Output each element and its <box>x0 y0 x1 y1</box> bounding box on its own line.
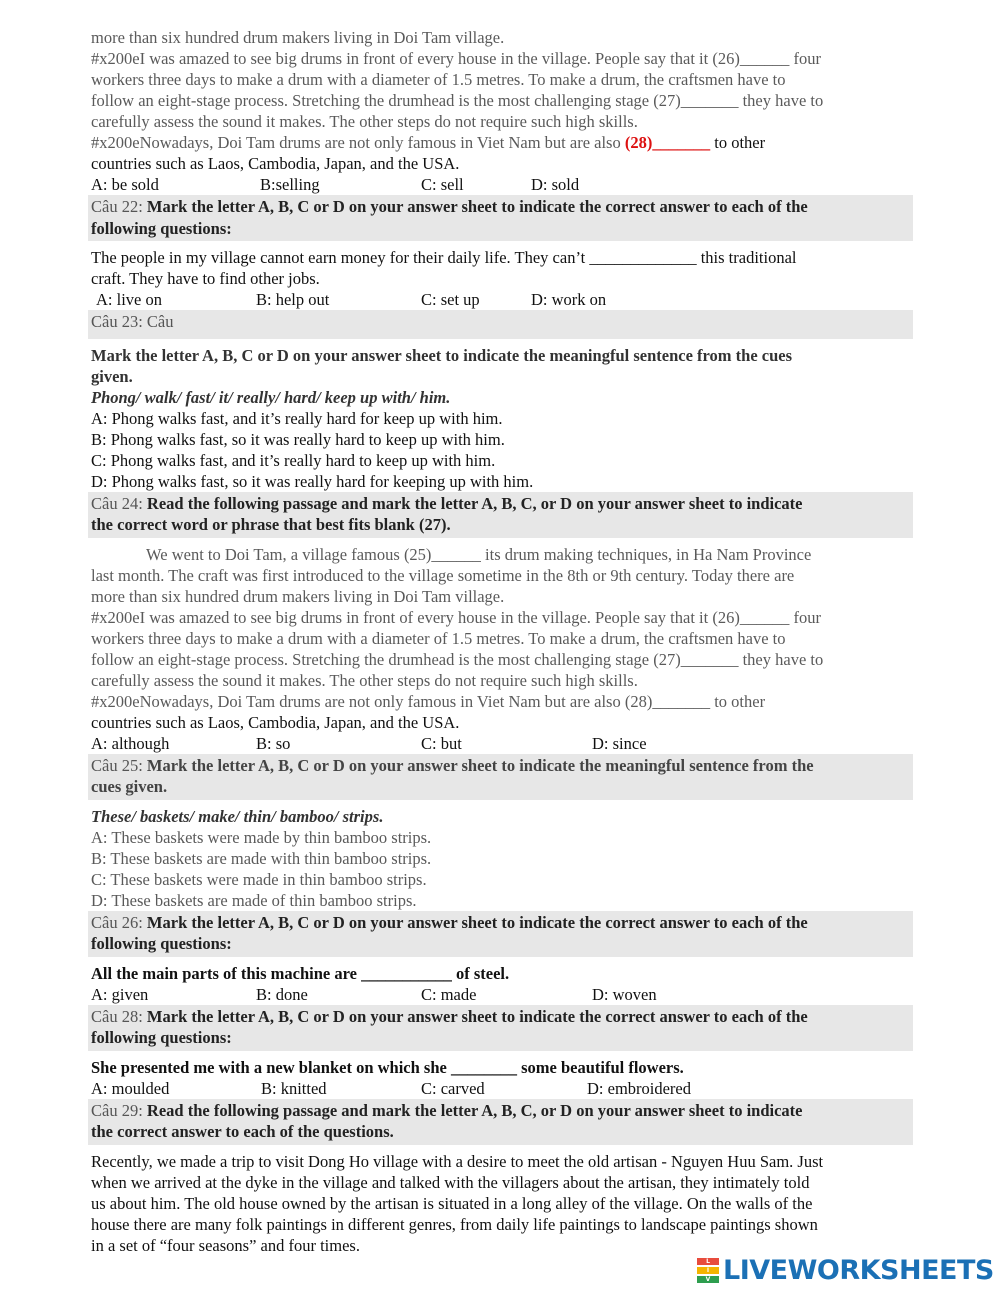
passage-line: #x200eNowadays, Doi Tam drums are not only famous in Viet Nam but are also (28)_______ to other <box>91 133 766 152</box>
answer-options <box>91 1078 913 1099</box>
option-d[interactable]: D: work on <box>531 290 607 309</box>
passage-line: countries such as Laos, Cambodia, Japan, and the USA. <box>91 154 460 173</box>
question-header-26: Câu 26: Mark the letter A, B, C or D on your answer sheet to indicate the correct answer to each of the following questions: <box>88 911 913 957</box>
question-header-22: Câu 22: Mark the letter A, B, C or D on your answer sheet to indicate the correct answer to each of the following questions: <box>88 195 913 241</box>
question-text: craft. They have to find other jobs. <box>91 269 320 288</box>
option-b[interactable]: B:selling <box>260 175 320 194</box>
option-c[interactable]: C: made <box>421 984 477 1004</box>
option-c[interactable]: C: but <box>421 733 462 753</box>
answer-options <box>91 733 913 754</box>
passage-line: Recently, we made a trip to visit Dong Ho village with a desire to meet the old artisan - Nguyen Huu Sam. Just <box>91 1151 824 1171</box>
passage-line: countries such as Laos, Cambodia, Japan, and the USA. <box>91 712 460 732</box>
option-a[interactable]: A: live on <box>96 290 162 309</box>
passage-line: #x200eI was amazed to see big drums in front of every house in the village. People say that it (26)______ four <box>91 49 821 68</box>
option-a[interactable]: A: moulded <box>91 1078 170 1098</box>
question-header-29: Câu 29: Read the following passage and mark the letter A, B, C, or D on your answer sheet to indicate the correct answer to each of the questions. <box>88 1099 913 1145</box>
passage-line: carefully assess the sound it makes. The other steps do not require such high skills. <box>91 112 638 131</box>
logo-mark-icon: L I V <box>697 1257 719 1284</box>
worksheet-page <box>91 27 913 1256</box>
option-d[interactable]: D: sold <box>531 175 580 194</box>
question-header-24: Câu 24: Read the following passage and mark the letter A, B, C, or D on your answer sheet to indicate the correct word or phrase that best fits blank (27). <box>88 492 913 538</box>
passage-line: #x200eI was amazed to see big drums in front of every house in the village. People say that it (26)______ four <box>91 607 821 627</box>
passage-line: follow an eight-stage process. Stretching the drumhead is the most challenging stage (27)_______ they have to <box>91 91 824 110</box>
passage-line: in a set of “four seasons” and four times. <box>91 1235 360 1255</box>
question-header-25: Câu 25: Mark the letter A, B, C or D on your answer sheet to indicate the meaningful sentence from the cues given. <box>88 754 913 800</box>
option-a[interactable]: A: Phong walks fast, and it’s really hard for keep up with him. <box>91 408 503 428</box>
option-b[interactable]: B: so <box>256 733 291 753</box>
option-a[interactable]: A: although <box>91 733 170 753</box>
option-c[interactable]: C: sell <box>421 175 464 194</box>
instruction: given. <box>91 366 133 386</box>
option-b[interactable]: B: help out <box>256 290 330 309</box>
question-header-23: Câu 23: Câu <box>88 310 913 339</box>
option-d[interactable]: D: woven <box>592 984 657 1004</box>
cue-sentence: These/ baskets/ make/ thin/ bamboo/ strips. <box>91 806 384 826</box>
passage-line: follow an eight-stage process. Stretching the drumhead is the most challenging stage (27)_______ they have to <box>91 649 824 669</box>
instruction: Mark the letter A, B, C or D on your answer sheet to indicate the meaningful sentence from the cues <box>91 345 793 365</box>
option-b[interactable]: B: done <box>256 984 308 1004</box>
passage-line: We went to Doi Tam, a village famous (25)______ its drum making techniques, in Ha Nam Province <box>146 544 812 564</box>
passage-line: last month. The craft was first introduced to the village sometime in the 8th or 9th century. Today there are <box>91 565 795 585</box>
passage-line: house there are many folk paintings in different genres, from daily life paintings to landscape paintings shown <box>91 1214 818 1234</box>
passage-line: more than six hundred drum makers living in Doi Tam village. <box>91 28 505 47</box>
question-header-28: Câu 28: Mark the letter A, B, C or D on your answer sheet to indicate the correct answer to each of the following questions: <box>88 1005 913 1051</box>
passage-line: carefully assess the sound it makes. The other steps do not require such high skills. <box>91 670 638 690</box>
option-a[interactable]: A: given <box>91 984 149 1004</box>
passage-line: #x200eNowadays, Doi Tam drums are not only famous in Viet Nam but are also (28)_______ to other <box>91 691 766 711</box>
option-d[interactable]: D: since <box>592 733 647 753</box>
option-a[interactable]: A: be sold <box>91 175 159 194</box>
passage-line: workers three days to make a drum with a diameter of 1.5 metres. To make a drum, the craftsmen have to <box>91 70 786 89</box>
option-b[interactable]: B: knitted <box>261 1078 327 1098</box>
option-b[interactable]: B: These baskets are made with thin bamboo strips. <box>91 848 432 868</box>
cue-sentence: Phong/ walk/ fast/ it/ really/ hard/ keep up with/ him. <box>91 387 451 407</box>
answer-options <box>91 984 913 1005</box>
passage-line: workers three days to make a drum with a diameter of 1.5 metres. To make a drum, the craftsmen have to <box>91 628 786 648</box>
answer-options <box>91 174 913 195</box>
passage-line: us about him. The old house owned by the artisan is situated in a long alley of the village. On the walls of the <box>91 1193 813 1213</box>
option-c[interactable]: C: carved <box>421 1078 485 1098</box>
option-c[interactable]: C: set up <box>421 290 480 309</box>
blank-28[interactable]: (28)_______ <box>624 133 711 152</box>
option-c[interactable]: C: These baskets were made in thin bamboo strips. <box>91 869 427 889</box>
option-a[interactable]: A: These baskets were made by thin bamboo strips. <box>91 827 432 847</box>
logo-text: LIVEWORKSHEETS <box>723 1254 994 1286</box>
question-text: The people in my village cannot earn money for their daily life. They can’t _____________ this traditional <box>91 248 797 267</box>
question-text: She presented me with a new blanket on which she ________ some beautiful flowers. <box>91 1057 684 1077</box>
question-text: All the main parts of this machine are ___________ of steel. <box>91 963 510 983</box>
option-b[interactable]: B: Phong walks fast, so it was really hard to keep up with him. <box>91 429 505 449</box>
passage-line: when we arrived at the dyke in the village and talked with the villagers about the artisan, they intimately told <box>91 1172 810 1192</box>
option-c[interactable]: C: Phong walks fast, and it’s really hard to keep up with him. <box>91 450 496 470</box>
liveworksheets-logo <box>697 1255 994 1285</box>
answer-options <box>91 289 913 310</box>
passage-line: more than six hundred drum makers living in Doi Tam village. <box>91 586 505 606</box>
option-d[interactable]: D: embroidered <box>587 1078 692 1098</box>
option-d[interactable]: D: These baskets are made of thin bamboo strips. <box>91 890 417 910</box>
option-d[interactable]: D: Phong walks fast, so it was really hard for keeping up with him. <box>91 471 534 491</box>
